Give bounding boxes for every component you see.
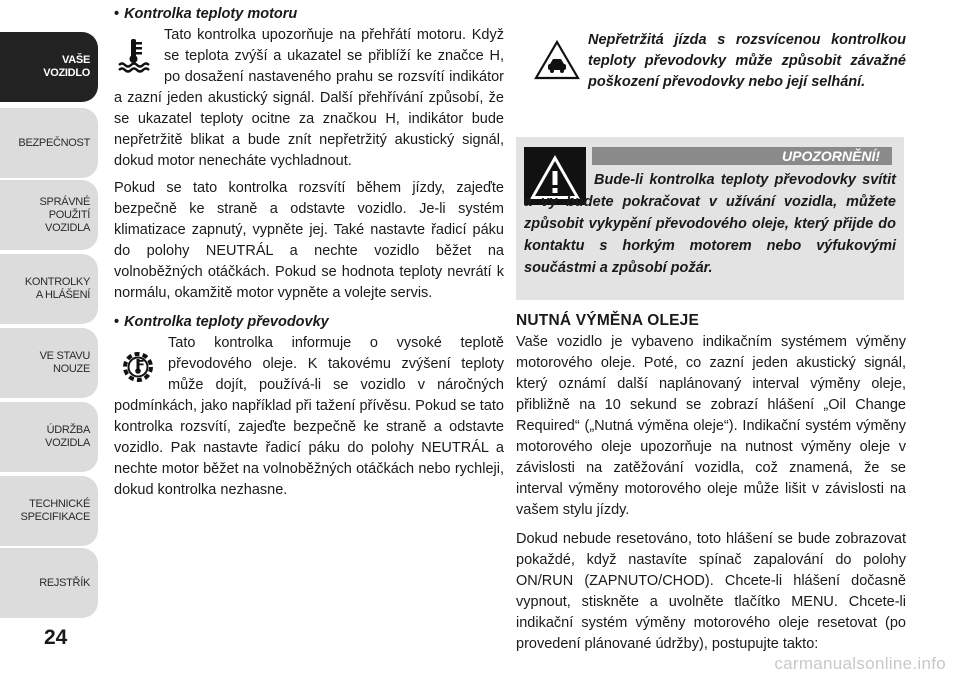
tab-technicke-specifikace[interactable] [0, 476, 98, 546]
caution-block [516, 30, 906, 93]
tab-spravne-pouziti[interactable] [0, 180, 98, 250]
bullet2-heading [114, 312, 504, 333]
bullet-dot: • [114, 314, 120, 330]
caution-text-content: Nepřetržitá jízda s rozsvícenou kontrolkou teploty převodovky může způsobit závažné poškození převodovky nebo její selhání. [588, 32, 906, 90]
bullet1-title: Kontrolka teploty motoru [124, 6, 298, 22]
bullet1-heading [114, 4, 504, 25]
warning-text [524, 169, 896, 279]
tab-label: BEZPEČNOST [18, 136, 90, 149]
tab-kontrolky[interactable] [0, 254, 98, 324]
bullet2-title: Kontrolka teploty převodovky [124, 314, 329, 330]
right-paragraph-2: Dokud nebude resetováno, toto hlášení se bude zobrazovat pokaždé, když nastavíte spínač zapalování do polohy ON/RUN (ZAPNUTO/CHOD). Chcete-li hlášení dočasně vypnout, stiskněte a uvolněte tlačítko MENU. Chcete-li indikační systém výměny motorového oleje resetovat (po provedení plánované údržby), postupujte takto: [516, 531, 906, 652]
bullet1-text: Tato kontrolka upozorňuje na přehřátí motoru. Když se teplota zvýší a ukazatel se přiblíží ke značce H, po dosažení nastaveného prahu se rozsvítí indikátor a zazní jeden akustický signál. Další přehřívání způsobí, že se ukazatel teploty ocitne za značkou H, indikátor bude nepřetržitě blikat a bude znít nepřetržitý akustický signál, dokud motor nenecháte vychladnout. [114, 27, 504, 169]
right-paragraph-1: Vaše vozidlo je vybaveno indikačním systémem výměny motorového oleje. Poté, co zazní jeden akustický signál, který oznámí další naplánovaný interval výměny oleje, přibližně na 10 sekund se zobrazí hlášení „Oil Change Required“ („Nutná výměna oleje“). Indikační systém výměny motorového oleje upozorňuje na nutnost výměny oleje v závislosti na zatěžování vozidla, což znamená, že se interval výměny motorového oleje může lišit v závislosti na vašem stylu jízdy. [516, 334, 906, 518]
tab-bezpecnost[interactable] [0, 108, 98, 178]
left-paragraph-2: Pokud se tato kontrolka rozsvítí během jízdy, zajeďte bezpečně ke straně a odstavte vozidlo. Je-li systém klimatizace zapnutý, vypněte jej. Také nastavte řadicí páku do polohy NEUTRÁL a nechte vozidlo běžet na volnoběžných otáčkách. Pokud se hodnota teploty nevrátí k normálu, okamžitě motor vypněte a volejte servis. [114, 180, 504, 301]
tab-label: REJSTŘÍK [39, 576, 90, 589]
tab-udrzba[interactable] [0, 402, 98, 472]
tab-label: VAŠE VOZIDLO [43, 54, 90, 79]
section-heading: NUTNÁ VÝMĚNA OLEJE [516, 312, 700, 329]
tab-label: VE STAVU NOUZE [39, 350, 90, 375]
warning-title: UPOZORNĚNÍ! [592, 147, 892, 165]
tab-label: KONTROLKY A HLÁŠENÍ [24, 276, 90, 301]
right-body [516, 332, 906, 655]
transmission-temperature-icon [120, 347, 160, 393]
car-caution-icon [534, 40, 580, 87]
tab-label: ÚDRŽBA VOZIDLA [45, 424, 90, 449]
engine-temperature-icon [116, 37, 156, 83]
bullet-dot: • [114, 6, 120, 22]
watermark: carmanualsonline.info [774, 654, 946, 673]
warning-box [516, 137, 904, 300]
tab-rejstrik[interactable] [0, 548, 98, 618]
page-number: 24 [44, 626, 68, 649]
tab-label: SPRÁVNÉ POUŽITÍ VOZIDLA [39, 195, 90, 234]
tab-label: TECHNICKÉ SPECIFIKACE [20, 498, 90, 523]
left-column [114, 4, 504, 501]
tab-ve-stavu-nouze[interactable] [0, 328, 98, 398]
tab-vase-vozidlo[interactable] [0, 32, 98, 102]
bullet2-text: Tato kontrolka informuje o vysoké teplotě převodového oleje. K takovému zvýšení teploty může dojít, používá-li se vozidlo v náročných podmínkách, jako například při tažení přívěsu. Pokud se tato kontrolka rozsvítí, zajeďte bezpečně ke straně a odstavte vozidlo. Pak nastavte řadicí páku do polohy NEUTRÁL a nechte motor běžet na volnoběžných otáčkách nebo rychleji, dokud kontrolka nezhasne. [114, 335, 504, 498]
section-tabs [0, 0, 100, 678]
warning-text-content: Bude-li kontrolka teploty převodovky svítit a vy budete pokračovat v užívání vozidla, můžete způsobit vykypění převodového oleje, který přijde do kontaktu s horkým motorem nebo výfukovými součástmi a způsobí požár. [524, 172, 896, 276]
